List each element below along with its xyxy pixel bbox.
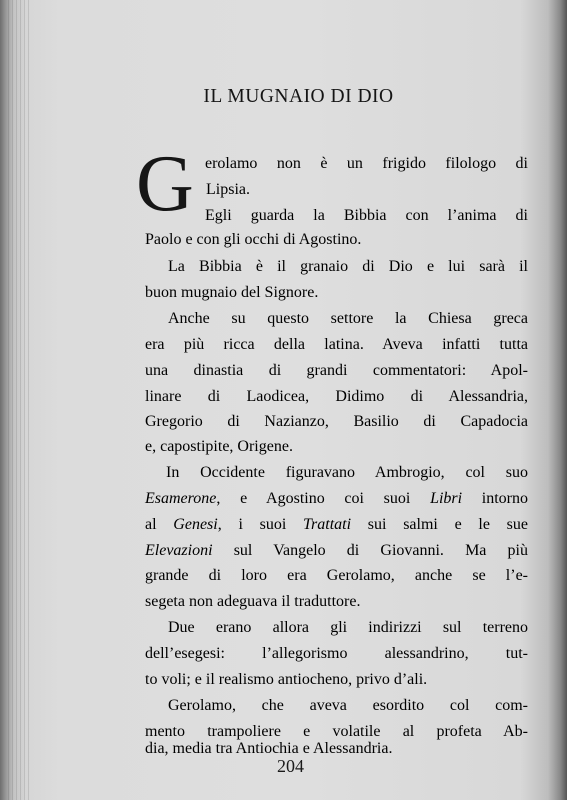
text-line: La Bibbia è il granaio di Dio e lui sarà il xyxy=(168,258,528,275)
text-line: Due erano allora gli indirizzi sul terreno xyxy=(168,619,528,636)
drop-cap: G xyxy=(136,140,194,228)
text-line: era più ricca della latina. Aveva infatti tutta xyxy=(145,336,528,353)
text-line: buon mugnaio del Signore. xyxy=(145,284,319,301)
text-line: linare di Laodicea, Didimo di Alessandria, xyxy=(145,388,528,405)
text-line: erolamo non è un frigido filologo di xyxy=(205,155,528,172)
text-line: grande di loro era Gerolamo, anche se l’e- xyxy=(145,567,528,584)
text-line: una dinastia di grandi commentatori: Apol- xyxy=(145,362,528,379)
text-line: Paolo e con gli occhi di Agostino. xyxy=(145,231,362,248)
text-line: e, capostipite, Origene. xyxy=(145,438,293,455)
text-line: segeta non adeguava il traduttore. xyxy=(145,593,361,610)
italic-title: Esamerone xyxy=(145,490,217,507)
text-line: Lipsia. xyxy=(206,181,250,198)
page-number: 204 xyxy=(277,756,304,776)
italic-title: Genesi xyxy=(173,516,218,533)
chapter-title: IL MUGNAIO DI DIO xyxy=(203,86,394,107)
text-line: Gregorio di Nazianzo, Basilio di Capadocia xyxy=(145,413,528,430)
text-line: Gerolamo, che aveva esordito col com- xyxy=(168,697,528,714)
text-line: dell’esegesi: l’allegorismo alessandrino, tut- xyxy=(145,645,528,662)
text-line: dia, media tra Antiochia e Alessandria. xyxy=(145,740,393,757)
page-edge-shadow xyxy=(8,0,30,800)
italic-title: Libri xyxy=(430,490,463,507)
text-line: to voli; e il realismo antiocheno, privo d’ali. xyxy=(145,671,428,688)
text-line: Egli guarda la Bibbia con l’anima di xyxy=(205,207,528,224)
text-line: Anche su questo settore la Chiesa greca xyxy=(168,310,528,327)
text-line: mento trampoliere e volatile al profeta Ab- xyxy=(145,723,528,740)
text-line: In Occidente figuravano Ambrogio, col suo xyxy=(166,464,528,481)
text-line: Esamerone, e Agostino coi suoi Libri intorno xyxy=(145,490,529,507)
italic-title: Elevazioni xyxy=(145,542,213,559)
text-line: Elevazioni sul Vangelo di Giovanni. Ma più xyxy=(145,542,528,559)
text-line: al Genesi, i suoi Trattati sui salmi e le sue xyxy=(145,516,529,533)
italic-title: Trattati xyxy=(303,516,352,533)
